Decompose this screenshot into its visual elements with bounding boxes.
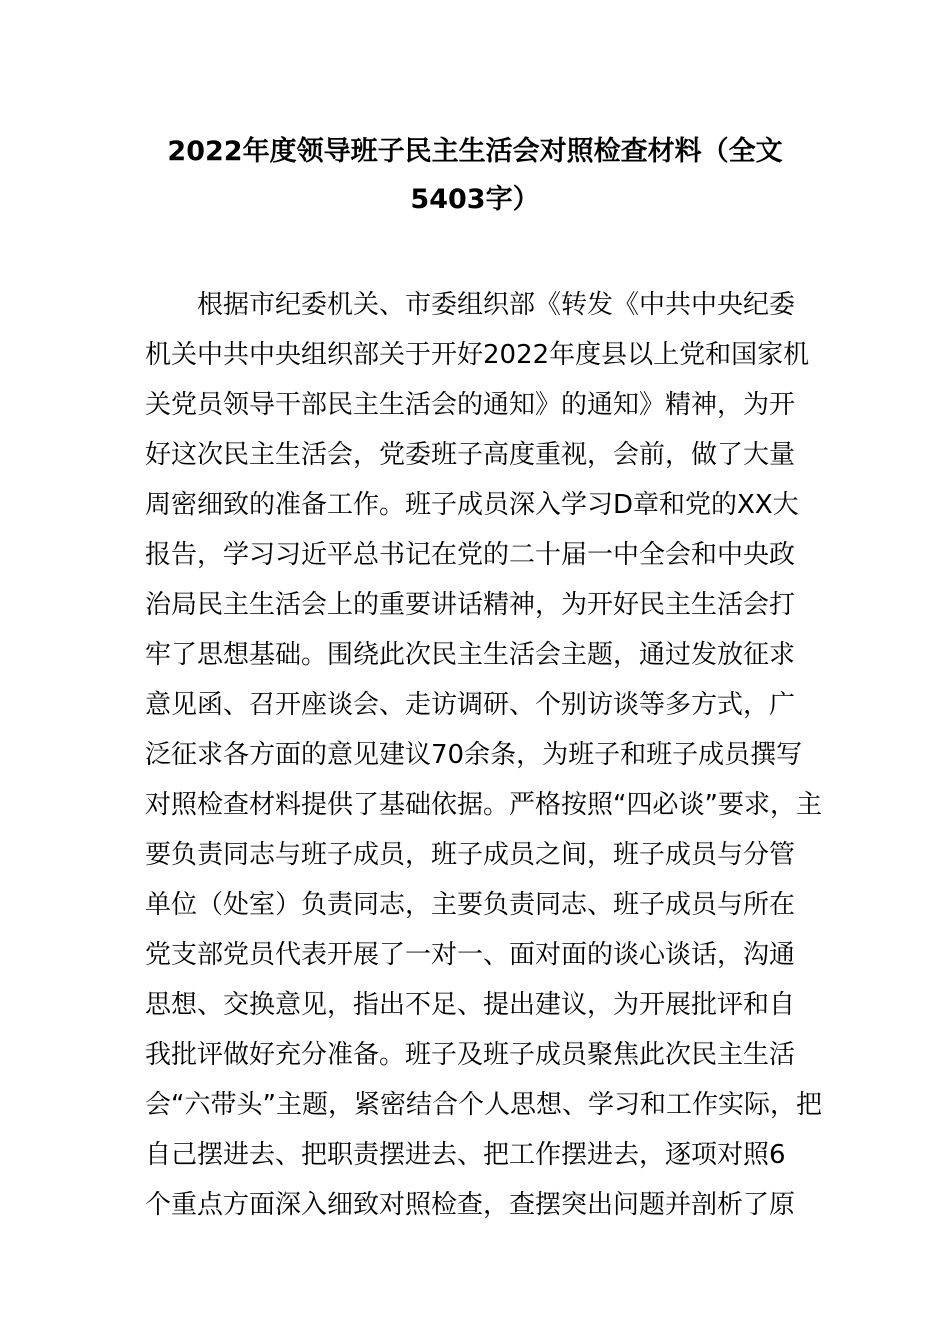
document-body: [145, 280, 822, 1230]
body-line: 意见函、召开座谈会、走访调研、个别访谈等多方式，广: [145, 690, 796, 720]
body-line: 我批评做好充分准备。班子及班子成员聚焦此次民主生活: [145, 1040, 796, 1070]
body-line: 会“六带头”主题，紧密结合个人思想、学习和工作实际，把: [145, 1090, 822, 1120]
body-line: 报告，学习习近平总书记在党的二十届一中全会和中央政: [145, 540, 796, 570]
body-line: 单位（处室）负责同志，主要负责同志、班子成员与所在: [145, 890, 796, 920]
body-line: 关党员领导干部民主生活会的通知》的通知》精神，为开: [145, 390, 796, 420]
body-line: 机关中共中央组织部关于开好2022年度县以上党和国家机: [145, 340, 810, 370]
title-line-1: 2022年度领导班子民主生活会对照检查材料（全文: [167, 136, 783, 167]
body-line: 治局民主生活会上的重要讲话精神，为开好民主生活会打: [145, 590, 796, 620]
body-line: 泛征求各方面的意见建议70余条，为班子和班子成员撰写: [145, 740, 803, 770]
body-line: 自己摆进去、把职责摆进去、把工作摆进去，逐项对照6: [145, 1140, 786, 1170]
title-line-2: 5403字）: [410, 184, 540, 215]
body-line: 个重点方面深入细致对照检查，查摆突出问题并剖析了原: [145, 1190, 796, 1220]
body-line: 党支部党员代表开展了一对一、面对面的谈心谈话，沟通: [145, 940, 796, 970]
body-line: 好这次民主生活会，党委班子高度重视，会前，做了大量: [145, 440, 796, 470]
body-line: 对照检查材料提供了基础依据。严格按照“四必谈”要求，主: [145, 790, 822, 820]
body-line: 周密细致的准备工作。班子成员深入学习D章和党的XX大: [145, 490, 799, 520]
document-title: [145, 128, 805, 224]
body-line: 要负责同志与班子成员，班子成员之间，班子成员与分管: [145, 840, 796, 870]
body-line: 牢了思想基础。围绕此次民主生活会主题，通过发放征求: [145, 640, 796, 670]
body-line: 思想、交换意见，指出不足、提出建议，为开展批评和自: [145, 990, 796, 1020]
body-line: 根据市纪委机关、市委组织部《转发《中共中央纪委: [197, 290, 796, 320]
